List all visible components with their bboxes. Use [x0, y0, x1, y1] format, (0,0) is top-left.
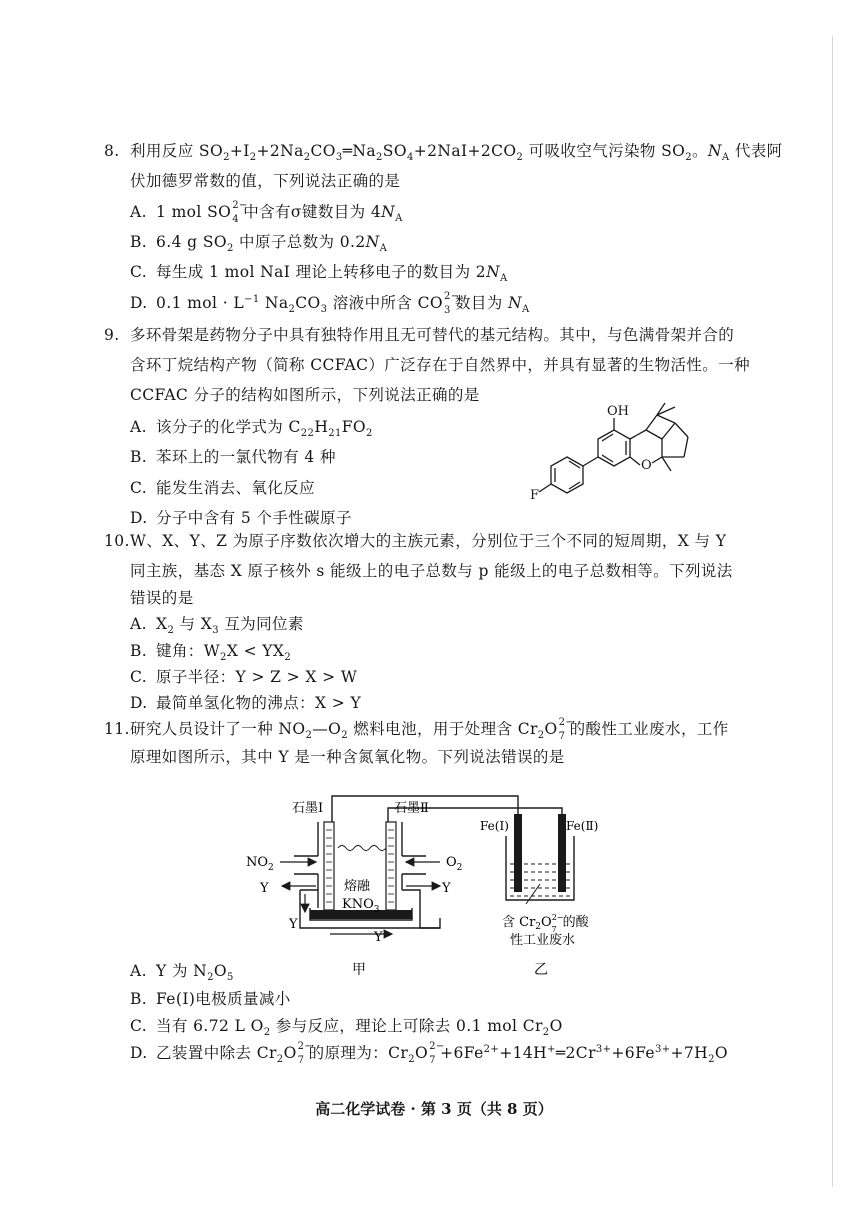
y-down-label: Y [289, 917, 298, 932]
graphite-1-label: 石墨Ⅰ [292, 801, 324, 816]
no2-inlet-label: $NO_2$ [246, 855, 274, 873]
q11-option-c: C. 当有 6.72 L $O_2$ 参与反应，理论上可除去 0.1 mol $Cr_2O$ [130, 1017, 563, 1039]
fuel-cell-diagram [240, 778, 620, 978]
q8-stem-line2: 伏加德罗常数的值，下列说法正确的是 [130, 172, 401, 190]
graphite-2-label: 石墨Ⅱ [394, 801, 429, 816]
fe1-electrode-label: Fe(Ⅰ) [480, 819, 509, 833]
q10-stem-line3: 错误的是 [130, 589, 194, 607]
apparatus-jia-label: 甲 [352, 962, 366, 978]
fe2-electrode-label: Fe(Ⅱ) [566, 819, 599, 833]
molecule-oh-label: OH [607, 404, 629, 419]
q10-option-a: A. $X_2$ 与 $X_3$ 互为同位素 [130, 615, 304, 637]
q9-stem-line3: CCFAC 分子的结构如图所示，下列说法正确的是 [130, 386, 480, 404]
q10-option-c: C. 原子半径：Y > Z > X > W [130, 668, 358, 686]
page-edge [832, 36, 833, 1187]
o2-inlet-label: $O_2$ [446, 855, 463, 873]
ccfac-molecule-structure [525, 395, 715, 510]
q9-option-c: C. 能发生消去、氧化反应 [130, 479, 316, 497]
q10-stem-line1: 10.W、X、Y、Z 为原子序数依次增大的主族元素，分别位于三个不同的短周期，X 与 Y [104, 532, 727, 550]
q8-option-a: A. 1 mol SO 2− 4 中含有σ键数目为 $4N_A$ [130, 200, 403, 225]
y-outlet-right: Y [442, 881, 451, 896]
q10-stem-line2: 同主族，基态 X 原子核外 s 能级上的电子总数与 p 能级上的电子总数相等。下列说法 [130, 562, 733, 580]
q11-stem-line2: 原理如图所示，其中 Y 是一种含氮氧化物。下列说法错误的是 [130, 748, 565, 766]
apparatus-yi-label: 乙 [534, 962, 548, 978]
q9-option-b: B. 苯环上的一氯代物有 4 种 [130, 448, 336, 466]
page-footer: 高二化学试卷 · 第 3 页（共 8 页） [315, 1100, 553, 1118]
molten-label: 熔融 [344, 879, 371, 894]
q8-option-b: B. 6.4 g $SO_2$ 中原子总数为 $0.2N_A$ [130, 233, 388, 255]
q11-option-b: B. Fe(Ⅰ)电极质量减小 [130, 990, 291, 1008]
q9-option-a: A. 该分子的化学式为 $C_{22}H_{21}FO_2$ [130, 418, 373, 440]
q11-option-d: D. 乙装置中除去 $Cr_2O$ 2− 7 的原理为：$Cr_2O$ 2− 7 $+6Fe^{2+}+14H^+═2Cr^{3+}+6Fe^{3+}+7H_2O$ [130, 1041, 728, 1066]
y-outlet-left: Y [260, 881, 269, 896]
wastewater-label-1: 含 $Cr_2O^{2-}$ 7 的酸 [502, 913, 589, 934]
q9-stem-line1: 9. 多环骨架是药物分子中具有独特作用且无可替代的基元结构。其中，与色满骨架并合的 [104, 326, 735, 344]
molecule-o-label: O [641, 458, 652, 473]
q8-option-d: D. 0.1 mol · $L^{-1}$ $Na_2CO_3$ 溶液中所含 CO 2− 3 数目为 $N_A$ [130, 291, 530, 316]
kno3-label: $KNO_3$ [342, 897, 380, 915]
q10-option-d: D. 最简单氢化物的沸点：X > Y [130, 694, 362, 712]
q11-stem-line1: 11.研究人员设计了一种 $NO_2—O_2$ 燃料电池，用于处理含 $Cr_2O$ 2− 7 的酸性工业废水，工作 [104, 717, 729, 742]
wastewater-label-2: 性工业废水 [510, 933, 576, 948]
y-bottom-label: Y [374, 930, 383, 945]
q8-option-c: C. 每生成 1 mol NaI 理论上转移电子的数目为 $2N_A$ [130, 263, 508, 285]
q9-stem-line2: 含环丁烷结构产物（简称 CCFAC）广泛存在于自然界中，并具有显著的生物活性。一种 [130, 356, 751, 374]
q11-option-a: A. Y 为 $N_2O_5$ [130, 962, 234, 984]
q8-stem-line1: 8. 利用反应 $SO_2+I_2+2Na_2CO_3═Na_2SO_4+2NaI+2CO_2$ 可吸收空气污染物 $SO_2$。$N_A$ 代表阿 [104, 142, 783, 164]
q9-option-d: D. 分子中含有 5 个手性碳原子 [130, 509, 352, 527]
molecule-f-label: F [530, 488, 540, 503]
q10-option-b: B. 键角：$W_2X < YX_2$ [130, 642, 292, 664]
